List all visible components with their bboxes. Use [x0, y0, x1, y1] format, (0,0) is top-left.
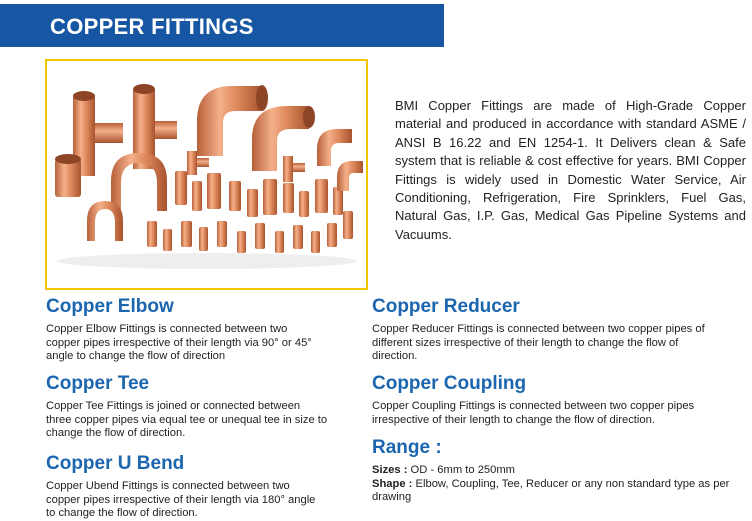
- section-heading: Copper Elbow: [46, 296, 174, 317]
- page-title: COPPER FITTINGS: [50, 14, 254, 39]
- range-shape: [372, 478, 732, 505]
- title-banner: [0, 4, 444, 47]
- intro-paragraph: BMI Copper Fittings are made of High-Grade Copper material and produced in accordance with standard ASME / ANSI B 16.22 and EN 1254-1. It Delivers clean & Safe system that is reliable & cost effective for years. BMI Copper Fittings is widely used in Domestic Water Service, Air Conditioning, Refrigeration, Fire Sprinklers, Fuel Gas, Natural Gas, I.P. Gas, Medical Gas Pipeline Systems and Vacuums.: [395, 98, 746, 242]
- section-heading: Copper Tee: [46, 373, 150, 394]
- section-description: Copper Tee Fittings is joined or connected between three copper pipes via equal tee or unequal tee in size to change the flow of direction.: [46, 400, 328, 440]
- range-heading: Range :: [372, 437, 442, 458]
- section-copper-reducer: [372, 295, 707, 364]
- section-range: [372, 436, 732, 505]
- section-heading: Copper Coupling: [372, 373, 527, 394]
- sizes-label: Sizes :: [372, 464, 408, 476]
- section-description: Copper Coupling Fittings is connected between two copper pipes irrespective of their length to change the flow of direction.: [372, 400, 695, 426]
- sizes-value: OD - 6mm to 250mm: [407, 464, 515, 476]
- section-description: Copper Elbow Fittings is connected between two copper pipes irrespective of their length via 90° or 45° angle to change the flow of direction: [46, 323, 312, 363]
- section-heading: Copper U Bend: [46, 453, 185, 474]
- section-description: Copper Reducer Fittings is connected between two copper pipes of different sizes irrespective of their length to change the flow of direction.: [372, 323, 705, 363]
- shape-value: Elbow, Coupling, Tee, Reducer or any non standard type as per drawing: [372, 477, 730, 504]
- copper-fittings-image: [47, 61, 366, 288]
- range-sizes: [372, 464, 732, 478]
- section-copper-elbow: [46, 295, 321, 364]
- section-copper-coupling: [372, 372, 732, 427]
- shape-label: Shape :: [372, 477, 413, 490]
- section-description: Copper Ubend Fittings is connected between two copper pipes irrespective of their length via 180° angle to change the flow of direction.: [46, 480, 316, 520]
- section-copper-u-bend: [46, 452, 321, 521]
- section-heading: Copper Reducer: [372, 296, 520, 317]
- section-copper-tee: [46, 372, 328, 441]
- product-photo: [45, 59, 368, 290]
